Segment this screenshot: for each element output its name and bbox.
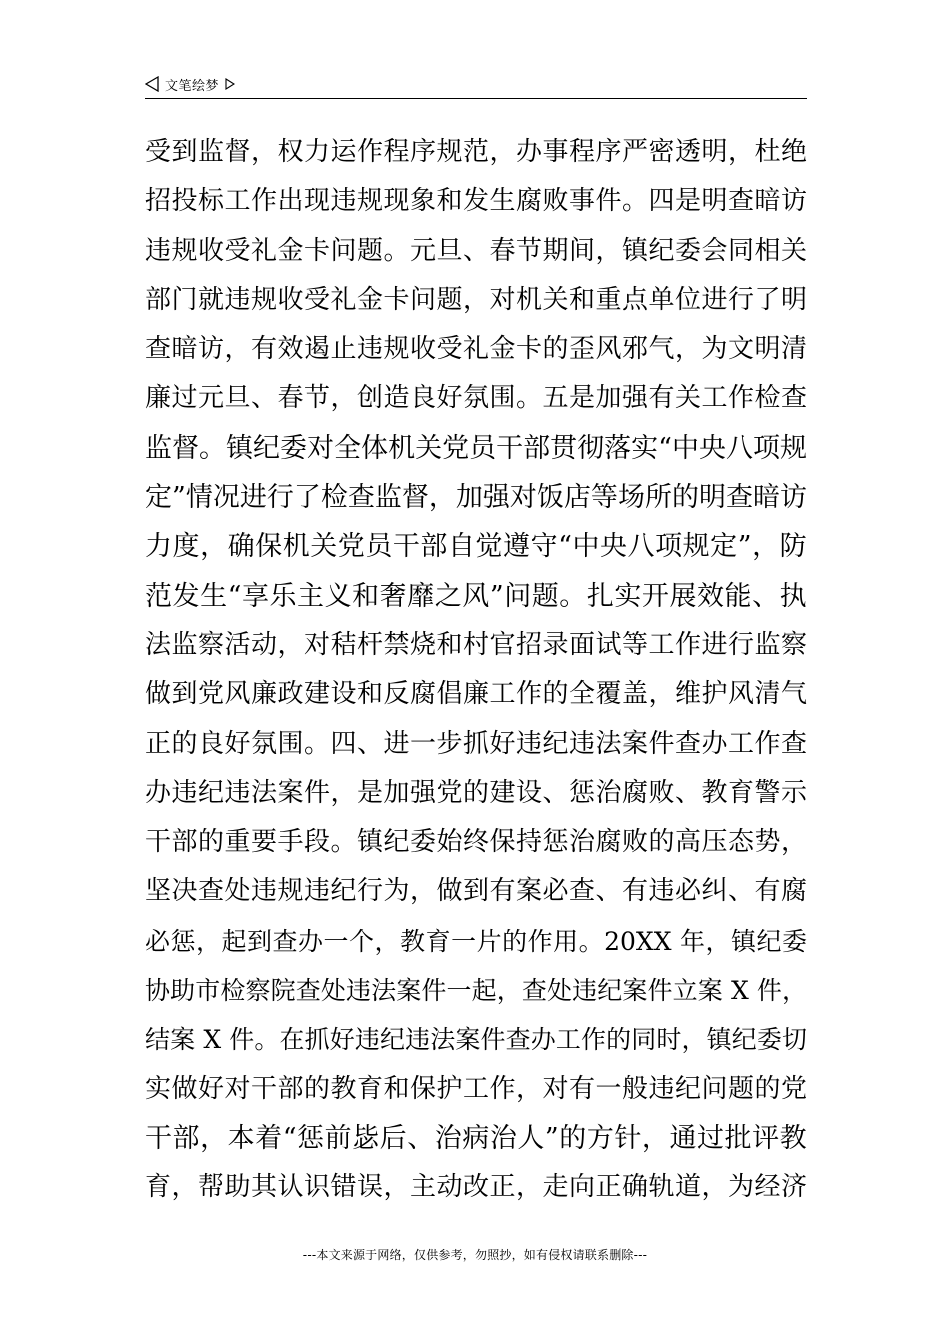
- text-line: 协助市检察院查处违法案件一起，查处违纪案件立案 X 件，: [145, 976, 807, 1006]
- text-line: 实做好对干部的教育和保护工作，对有一般违纪问题的党: [145, 1073, 807, 1104]
- triangle-left-icon: [145, 76, 159, 92]
- page-header: [145, 72, 807, 99]
- text-line: 办违纪违法案件，是加强党的建设、惩治腐败、教育警示: [145, 777, 807, 808]
- text-line: 必惩，起到查办一个，教育一片的作用。20XX 年，镇纪委: [145, 926, 807, 956]
- text-line: 招投标工作出现违规现象和发生腐败事件。四是明查暗访: [145, 186, 807, 217]
- text-line: 育，帮助其认识错误，主动改正，走向正确轨道，为经济: [145, 1172, 807, 1203]
- text-line: 范发生“享乐主义和奢靡之风”问题。扎实开展效能、执: [145, 580, 808, 612]
- text-line: 监督。镇纪委对全体机关党员干部贯彻落实“中央八项规: [145, 432, 807, 464]
- text-line: 做到党风廉政建设和反腐倡廉工作的全覆盖，维护风清气: [145, 679, 807, 710]
- header-brand: [145, 74, 235, 94]
- text-line: 坚决查处违规违纪行为，做到有案必查、有违必纠、有腐: [145, 876, 807, 907]
- text-line: 查暗访，有效遏止违规收受礼金卡的歪风邪气，为文明清: [145, 334, 807, 365]
- text-line: 干部，本着“惩前毖后、治病治人”的方针，通过批评教: [145, 1122, 808, 1154]
- body-text: [145, 128, 807, 1213]
- text-line: 干部的重要手段。镇纪委始终保持惩治腐败的高压态势，: [145, 827, 807, 858]
- text-line: 受到监督，权力运作程序规范，办事程序严密透明，杜绝: [145, 137, 807, 167]
- text-line: 正的良好氛围。四、进一步抓好违纪违法案件查办工作查: [145, 728, 807, 759]
- text-line: 定”情况进行了检查监督，加强对饭店等场所的明查暗访: [145, 482, 807, 514]
- text-line: 部门就违规收受礼金卡问题，对机关和重点单位进行了明: [145, 284, 807, 315]
- text-line: 法监察活动，对秸杆禁烧和村官招录面试等工作进行监察: [145, 629, 807, 660]
- text-line: 力度，确保机关党员干部自觉遵守“中央八项规定”，防: [145, 531, 808, 563]
- triangle-right-icon: [225, 78, 235, 90]
- text-line: 结案 X 件。在抓好违纪违法案件查办工作的同时，镇纪委切: [145, 1025, 807, 1055]
- footer-notice: ---本文来源于网络，仅供参考，勿照抄，如有侵权请联系删除---: [302, 1248, 648, 1262]
- header-title: 文笔绘梦: [165, 78, 220, 94]
- text-line: 违规收受礼金卡问题。元旦、春节期间，镇纪委会同相关: [145, 235, 807, 266]
- text-line: 廉过元旦、春节，创造良好氛围。五是加强有关工作检查: [145, 383, 807, 414]
